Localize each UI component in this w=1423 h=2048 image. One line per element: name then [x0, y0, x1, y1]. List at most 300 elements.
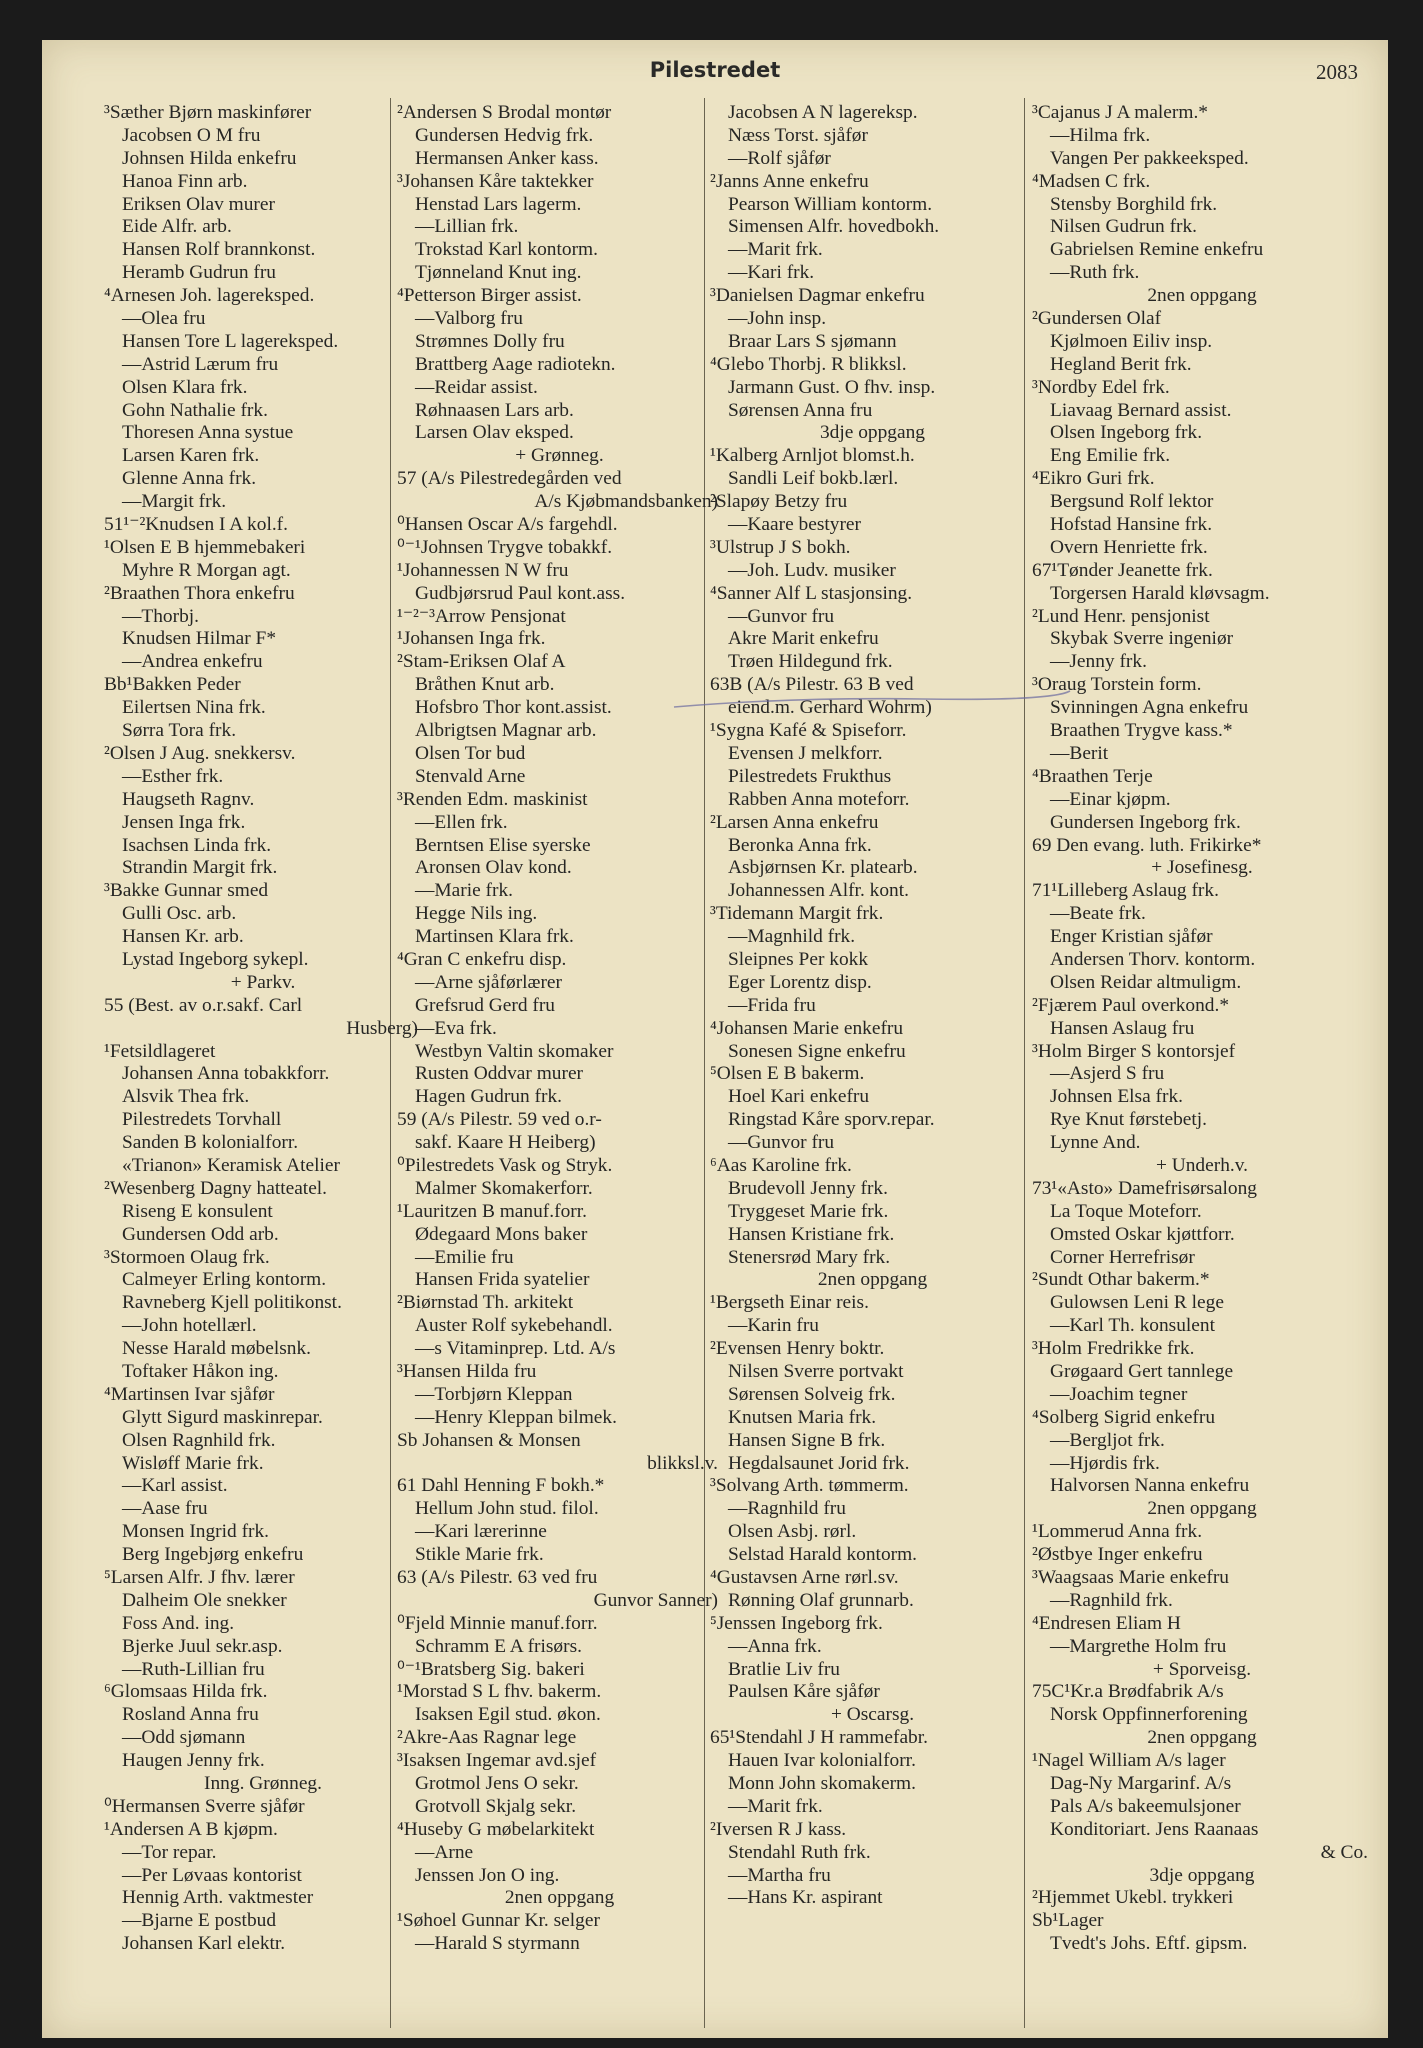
entry-text: Jenssen Jon O ing.	[415, 1864, 560, 1886]
directory-entry	[397, 491, 722, 514]
entry-text: Johnsen Hilda enkefru	[122, 147, 297, 169]
directory-entry	[397, 880, 722, 903]
entry-text: Næss Torst. sjåfør	[728, 124, 868, 146]
directory-entry	[710, 583, 1035, 606]
entry-text: Hansen Kristiane frk.	[728, 1223, 895, 1245]
directory-entry	[710, 400, 1035, 423]
directory-entry	[710, 743, 1035, 766]
directory-entry	[104, 743, 422, 766]
entry-text: —Karl Th. konsulent	[1050, 1315, 1215, 1337]
directory-entry	[710, 560, 1035, 583]
directory-entry	[104, 1704, 422, 1727]
directory-entry	[1032, 1567, 1372, 1590]
entry-text: —Valborg fru	[415, 308, 523, 330]
entry-text: ²Evensen Henry boktr.	[710, 1338, 885, 1360]
directory-entry	[710, 377, 1035, 400]
entry-text: Liavaag Bernard assist.	[1050, 399, 1232, 421]
directory-entry	[710, 125, 1035, 148]
entry-text: Omsted Oskar kjøttforr.	[1050, 1223, 1235, 1245]
directory-entry	[397, 1292, 722, 1315]
directory-entry	[710, 789, 1035, 812]
directory-entry	[1032, 1063, 1372, 1086]
directory-entry	[104, 377, 422, 400]
entry-text: —John insp.	[728, 308, 827, 330]
directory-entry	[710, 468, 1035, 491]
entry-text: 59 (A/s Pilestr. 59 ved o.r-	[397, 1109, 602, 1131]
entry-text: Berntsen Elise syerske	[415, 834, 591, 856]
entry-text: ²Janns Anne enkefru	[710, 170, 869, 192]
entry-text: Beronka Anna frk.	[728, 834, 872, 856]
directory-entry	[710, 1659, 1035, 1682]
directory-entry	[104, 857, 422, 880]
directory-entry	[397, 1430, 722, 1453]
directory-entry	[104, 331, 422, 354]
entry-text: ⁰⁻¹Johnsen Trygve tobakkf.	[397, 536, 613, 558]
directory-entry	[104, 1567, 422, 1590]
directory-entry	[104, 1269, 422, 1292]
directory-entry	[1032, 102, 1372, 125]
entry-text: —Margrethe Holm fru	[1050, 1635, 1227, 1657]
entry-text: ¹Morstad S L fhv. bakerm.	[397, 1681, 602, 1703]
directory-entry	[1032, 377, 1372, 400]
entry-text: ⁵Larsen Alfr. J fhv. lærer	[104, 1567, 295, 1588]
directory-entry	[104, 789, 422, 812]
directory-entry	[710, 606, 1035, 629]
entry-text: ³Renden Edm. maskinist	[397, 788, 588, 810]
directory-entry	[104, 1842, 422, 1865]
entry-text: Stensby Borghild frk.	[1050, 193, 1218, 215]
entry-text: ¹Andersen A B kjøpm.	[104, 1818, 278, 1840]
entry-text: ⁰Pilestredets Vask og Stryk.	[397, 1154, 613, 1176]
entry-text: ⁴Gustavsen Arne rørl.sv.	[710, 1567, 899, 1588]
directory-entry	[104, 949, 422, 972]
entry-text: Hennig Arth. vaktmester	[122, 1887, 314, 1909]
directory-entry	[397, 400, 722, 423]
directory-entry	[1032, 194, 1372, 217]
entry-text: —Hjørdis frk.	[1050, 1452, 1160, 1474]
entry-text: ³Bakke Gunnar smed	[104, 880, 269, 902]
entry-text: Tryggeset Marie frk.	[728, 1200, 889, 1222]
entry-text: Stenvald Arne	[415, 765, 526, 787]
entry-text: Asbjørnsen Kr. platearb.	[728, 857, 918, 879]
directory-entry	[710, 1842, 1035, 1865]
entry-text: 61 Dahl Henning F bokh.*	[397, 1475, 605, 1497]
directory-entry	[104, 491, 422, 514]
entry-text: ²Gundersen Olaf	[1032, 308, 1162, 330]
entry-text: —Anna frk.	[728, 1635, 822, 1657]
entry-text: ¹Sygna Kafé & Spiseforr.	[710, 720, 907, 742]
entry-text: ²Lund Henr. pensjonist	[1032, 605, 1210, 627]
directory-entry	[1032, 1361, 1372, 1384]
directory-entry	[710, 720, 1035, 743]
directory-entry	[104, 880, 422, 903]
entry-text: Isaksen Egil stud. økon.	[415, 1704, 601, 1726]
directory-entry	[1032, 331, 1372, 354]
directory-entry	[1032, 171, 1372, 194]
directory-entry	[710, 1224, 1035, 1247]
directory-entry	[1032, 537, 1372, 560]
directory-entry	[1032, 1727, 1372, 1750]
entry-text: blikksl.v.	[647, 1452, 718, 1474]
entry-text: —John hotellærl.	[122, 1315, 257, 1337]
directory-entry	[1032, 1132, 1372, 1155]
entry-text: + Josefinesg.	[1151, 857, 1253, 879]
entry-text: Vangen Per pakkeeksped.	[1050, 147, 1249, 169]
entry-text: Sørra Tora frk.	[122, 720, 237, 742]
entry-text: Olsen Tor bud	[415, 742, 526, 764]
directory-entry	[1032, 1681, 1372, 1704]
directory-entry	[397, 1521, 722, 1544]
entry-text: ²Fjærem Paul overkond.*	[1032, 994, 1230, 1016]
entry-text: Grotvoll Skjalg sekr.	[415, 1795, 577, 1817]
entry-text: ²Olsen J Aug. snekkersv.	[104, 742, 296, 764]
directory-entry	[1032, 262, 1372, 285]
directory-entry	[104, 194, 422, 217]
entry-text: 2nen oppgang	[504, 1887, 615, 1909]
entry-text: —Thorbj.	[122, 605, 200, 627]
entry-text: Jensen Inga frk.	[122, 811, 246, 833]
directory-entry	[1032, 1544, 1372, 1567]
directory-entry	[104, 1086, 422, 1109]
entry-text: Hegdalsaunet Jorid frk.	[728, 1452, 910, 1474]
entry-text: ¹Bergseth Einar reis.	[710, 1292, 869, 1314]
directory-entry	[104, 628, 422, 651]
entry-text: Heramb Gudrun fru	[122, 262, 276, 284]
entry-text: Gundersen Odd arb.	[122, 1223, 279, 1245]
directory-entry	[104, 125, 422, 148]
directory-entry	[1032, 354, 1372, 377]
entry-text: Pilestredets Torvhall	[122, 1109, 282, 1131]
entry-text: Brattberg Aage radiotekn.	[415, 353, 616, 375]
entry-text: Stendahl Ruth frk.	[728, 1841, 871, 1863]
entry-text: —Eva frk.	[415, 1017, 497, 1039]
entry-text: 51¹⁻²Knudsen I A kol.f.	[104, 514, 288, 536]
entry-text: Lystad Ingeborg sykepl.	[122, 948, 309, 970]
directory-entry	[397, 766, 722, 789]
entry-text: Jacobsen A N lagereksp.	[728, 102, 918, 123]
entry-text: Hoel Kari enkefru	[728, 1086, 870, 1108]
entry-text: Grefsrud Gerd fru	[415, 994, 555, 1016]
entry-text: Sørensen Anna fru	[728, 399, 873, 421]
entry-text: Larsen Olav eksped.	[415, 422, 574, 444]
entry-text: —Gunvor fru	[728, 605, 835, 627]
entry-text: Rosland Anna fru	[122, 1704, 259, 1726]
entry-text: —Karl assist.	[122, 1475, 228, 1497]
directory-entry	[397, 1796, 722, 1819]
directory-entry	[1032, 1773, 1372, 1796]
directory-entry	[1032, 628, 1372, 651]
entry-text: —Karin fru	[728, 1315, 819, 1337]
entry-text: Johansen Anna tobakkforr.	[122, 1063, 330, 1085]
entry-text: Pals A/s bakeemulsjoner	[1050, 1795, 1241, 1817]
directory-entry	[1032, 400, 1372, 423]
entry-text: Schramm E A frisørs.	[415, 1635, 582, 1657]
entry-text: Johannessen Alfr. kont.	[728, 880, 909, 902]
directory-entry	[397, 1041, 722, 1064]
directory-entry	[397, 1475, 722, 1498]
directory-entry	[397, 743, 722, 766]
entry-text: Johnsen Elsa frk.	[1050, 1086, 1184, 1108]
directory-entry	[104, 1224, 422, 1247]
directory-entry	[710, 995, 1035, 1018]
entry-text: ²Slapøy Betzy fru	[710, 491, 848, 513]
entry-text: —Joachim tegner	[1050, 1383, 1188, 1405]
directory-entry	[397, 514, 722, 537]
directory-entry	[397, 125, 722, 148]
entry-text: «Trianon» Keramisk Atelier	[122, 1154, 340, 1176]
directory-entry	[104, 514, 422, 537]
directory-entry	[1032, 1109, 1372, 1132]
entry-text: Ravneberg Kjell politikonst.	[122, 1292, 342, 1314]
entry-text: Haugseth Ragnv.	[122, 788, 255, 810]
directory-entry	[1032, 216, 1372, 239]
directory-entry	[397, 1269, 722, 1292]
directory-entry	[397, 194, 722, 217]
entry-text: —Ragnhild fru	[728, 1498, 846, 1520]
directory-entry	[1032, 1498, 1372, 1521]
directory-entry	[104, 308, 422, 331]
directory-entry	[397, 1659, 722, 1682]
directory-entry	[1032, 1269, 1372, 1292]
entry-text: Eide Alfr. arb.	[122, 216, 232, 238]
entry-text: Sanden B kolonialforr.	[122, 1132, 299, 1154]
directory-entry	[710, 1109, 1035, 1132]
entry-text: ¹⁻²⁻³Arrow Pensjonat	[397, 605, 566, 627]
directory-entry	[1032, 1086, 1372, 1109]
directory-entry	[397, 949, 722, 972]
entry-text: —Torbjørn Kleppan	[415, 1383, 573, 1405]
entry-text: —Bjarne E postbud	[122, 1910, 277, 1932]
directory-entry	[397, 903, 722, 926]
directory-entry	[397, 1018, 722, 1041]
entry-text: —Asjerd S fru	[1050, 1063, 1165, 1085]
entry-text: Stikle Marie frk.	[415, 1544, 544, 1566]
entry-text: 55 (Best. av o.r.sakf. Carl	[104, 994, 303, 1016]
directory-entry	[710, 1865, 1035, 1888]
entry-text: Thoresen Anna systue	[122, 422, 294, 444]
directory-entry	[710, 102, 1035, 125]
directory-entry	[710, 1041, 1035, 1064]
entry-text: ²Østbye Inger enkefru	[1032, 1544, 1203, 1566]
entry-text: Knudsen Hilmar F*	[122, 628, 277, 650]
directory-entry	[1032, 1224, 1372, 1247]
directory-entry	[1032, 1659, 1372, 1682]
entry-text: 73¹«Asto» Damefrisørsalong	[1032, 1177, 1257, 1199]
directory-entry	[1032, 1384, 1372, 1407]
directory-entry	[104, 812, 422, 835]
directory-entry	[710, 1750, 1035, 1773]
directory-entry	[104, 1865, 422, 1888]
directory-entry	[397, 1681, 722, 1704]
directory-entry	[710, 1269, 1035, 1292]
directory-entry	[104, 903, 422, 926]
directory-entry	[397, 812, 722, 835]
entry-text: Hansen Frida syatelier	[415, 1269, 590, 1291]
directory-entry	[397, 537, 722, 560]
entry-text: ⁴Endresen Eliam H	[1032, 1612, 1181, 1634]
directory-entry	[104, 148, 422, 171]
directory-entry	[104, 285, 422, 308]
directory-entry	[104, 995, 422, 1018]
directory-entry	[710, 1338, 1035, 1361]
entry-text: Hansen Signe B frk.	[728, 1429, 886, 1451]
entry-text: Rabben Anna moteforr.	[728, 788, 910, 810]
entry-text: ³Tidemann Margit frk.	[710, 903, 884, 925]
directory-entry	[397, 1933, 722, 1956]
entry-text: ⁴Petterson Birger assist.	[397, 285, 582, 307]
directory-entry	[104, 1773, 422, 1796]
directory-entry	[397, 1887, 722, 1910]
directory-entry	[1032, 857, 1372, 880]
entry-text: ²Akre-Aas Ragnar lege	[397, 1727, 577, 1749]
directory-entry	[1032, 1796, 1372, 1819]
entry-text: ³Hansen Hilda fru	[397, 1360, 537, 1382]
entry-text: ⁴Solberg Sigrid enkefru	[1032, 1406, 1216, 1428]
directory-entry	[397, 651, 722, 674]
entry-text: —Margit frk.	[122, 491, 227, 513]
directory-entry	[710, 651, 1035, 674]
directory-entry	[1032, 1453, 1372, 1476]
directory-entry	[710, 262, 1035, 285]
entry-text: Olsen Ingeborg frk.	[1050, 422, 1203, 444]
entry-text: Henstad Lars lagerm.	[415, 193, 582, 215]
entry-text: Haugen Jenny frk.	[122, 1750, 265, 1772]
page-number: 2083	[1316, 60, 1358, 84]
directory-entry	[1032, 1636, 1372, 1659]
entry-text: 2nen oppgang	[1147, 1727, 1257, 1749]
entry-text: Pilestredets Frukthus	[728, 765, 892, 787]
directory-entry	[104, 1338, 422, 1361]
entry-text: —Jenny frk.	[1050, 651, 1147, 673]
entry-text: Sandli Leif bokb.lærl.	[728, 468, 899, 490]
directory-entry	[710, 766, 1035, 789]
entry-text: A/s Kjøbmandsbanken)	[534, 491, 718, 513]
directory-entry	[710, 949, 1035, 972]
entry-text: —Emilie fru	[415, 1246, 514, 1268]
entry-text: ⁴Huseby G møbelarkitekt	[397, 1818, 595, 1840]
entry-text: sakf. Kaare H Heiberg)	[415, 1132, 596, 1154]
entry-text: Rusten Oddvar murer	[415, 1063, 584, 1085]
entry-text: —Ruth frk.	[1050, 262, 1140, 284]
directory-entry	[397, 1750, 722, 1773]
entry-text: Olsen Asbj. rørl.	[728, 1521, 857, 1543]
entry-text: ²Hjemmet Ukebl. trykkeri	[1032, 1887, 1234, 1909]
directory-entry	[710, 216, 1035, 239]
directory-entry	[1032, 422, 1372, 445]
directory-entry	[397, 583, 722, 606]
directory-entry	[104, 697, 422, 720]
directory-entry	[1032, 720, 1372, 743]
directory-entry	[397, 1865, 722, 1888]
directory-entry	[710, 1498, 1035, 1521]
directory-entry	[1032, 606, 1372, 629]
directory-entry	[710, 331, 1035, 354]
entry-text: ¹Johansen Inga frk.	[397, 628, 546, 650]
entry-text: —Aase fru	[122, 1498, 208, 1520]
directory-entry	[710, 1475, 1035, 1498]
directory-entry	[397, 1155, 722, 1178]
entry-text: Trokstad Karl kontorm.	[415, 239, 598, 261]
entry-text: Rønning Olaf grunnarb.	[728, 1589, 914, 1611]
entry-text: —Joh. Ludv. musiker	[728, 559, 896, 581]
entry-text: Malmer Skomakerforr.	[415, 1177, 593, 1199]
entry-text: Andersen Thorv. kontorm.	[1050, 948, 1256, 970]
directory-entry	[397, 857, 722, 880]
entry-text: —Beate frk.	[1050, 903, 1146, 925]
directory-column-2	[397, 102, 722, 1956]
entry-text: Gabrielsen Remine enkefru	[1050, 239, 1264, 261]
entry-text: Bratlie Liv fru	[728, 1658, 840, 1680]
directory-entry	[1032, 835, 1372, 858]
entry-text: 71¹Lilleberg Aslaug frk.	[1032, 880, 1219, 902]
entry-text: Jacobsen O M fru	[122, 124, 261, 146]
directory-entry	[104, 1018, 422, 1041]
directory-entry	[104, 720, 422, 743]
entry-text: Sørensen Solveig frk.	[728, 1383, 896, 1405]
directory-entry	[710, 880, 1035, 903]
entry-text: ³Oraug Torstein form.	[1032, 674, 1202, 696]
entry-text: Monsen Ingrid frk.	[122, 1521, 270, 1543]
directory-entry	[104, 1727, 422, 1750]
entry-text: ³Holm Birger S kontorsjef	[1032, 1040, 1236, 1062]
entry-text: ⁴Glebo Thorbj. R blikksl.	[710, 353, 907, 375]
entry-text: ⁴Arnesen Joh. lagereksped.	[104, 285, 315, 307]
directory-entry	[104, 1430, 422, 1453]
directory-entry	[1032, 903, 1372, 926]
entry-text: Overn Henriette frk.	[1050, 536, 1208, 558]
directory-entry	[397, 835, 722, 858]
directory-entry	[397, 1819, 722, 1842]
directory-entry	[1032, 1155, 1372, 1178]
directory-entry	[710, 1453, 1035, 1476]
entry-text: ¹Nagel William A/s lager	[1032, 1750, 1226, 1772]
entry-text: Trøen Hildegund frk.	[728, 651, 893, 673]
directory-entry	[710, 1086, 1035, 1109]
entry-text: Svinningen Agna enkefru	[1050, 697, 1249, 719]
directory-entry	[1032, 285, 1372, 308]
entry-text: ²Andersen S Brodal montør	[397, 102, 612, 123]
directory-column-1	[104, 102, 422, 1956]
directory-column-4	[1032, 102, 1372, 1956]
directory-entry	[1032, 1887, 1372, 1910]
directory-entry	[104, 1155, 422, 1178]
directory-entry	[104, 1659, 422, 1682]
entry-text: 75C¹Kr.a Brødfabrik A/s	[1032, 1681, 1224, 1703]
entry-text: Foss And. ing.	[122, 1612, 235, 1634]
directory-entry	[104, 1315, 422, 1338]
directory-entry	[104, 674, 422, 697]
directory-entry	[710, 537, 1035, 560]
directory-entry	[397, 1063, 722, 1086]
directory-entry	[397, 354, 722, 377]
directory-entry	[1032, 1201, 1372, 1224]
directory-entry	[104, 606, 422, 629]
directory-entry	[397, 102, 722, 125]
directory-entry	[104, 1681, 422, 1704]
directory-entry	[710, 148, 1035, 171]
directory-entry	[1032, 972, 1372, 995]
entry-text: Gohn Nathalie frk.	[122, 399, 268, 421]
directory-entry	[397, 171, 722, 194]
entry-text: ³Holm Fredrikke frk.	[1032, 1338, 1195, 1360]
directory-entry	[710, 1681, 1035, 1704]
directory-entry	[710, 835, 1035, 858]
directory-entry	[397, 628, 722, 651]
directory-entry	[104, 1590, 422, 1613]
entry-text: Strømnes Dolly fru	[415, 330, 565, 352]
entry-text: Røhnaasen Lars arb.	[415, 399, 574, 421]
entry-text: Hansen Kr. arb.	[122, 926, 244, 948]
